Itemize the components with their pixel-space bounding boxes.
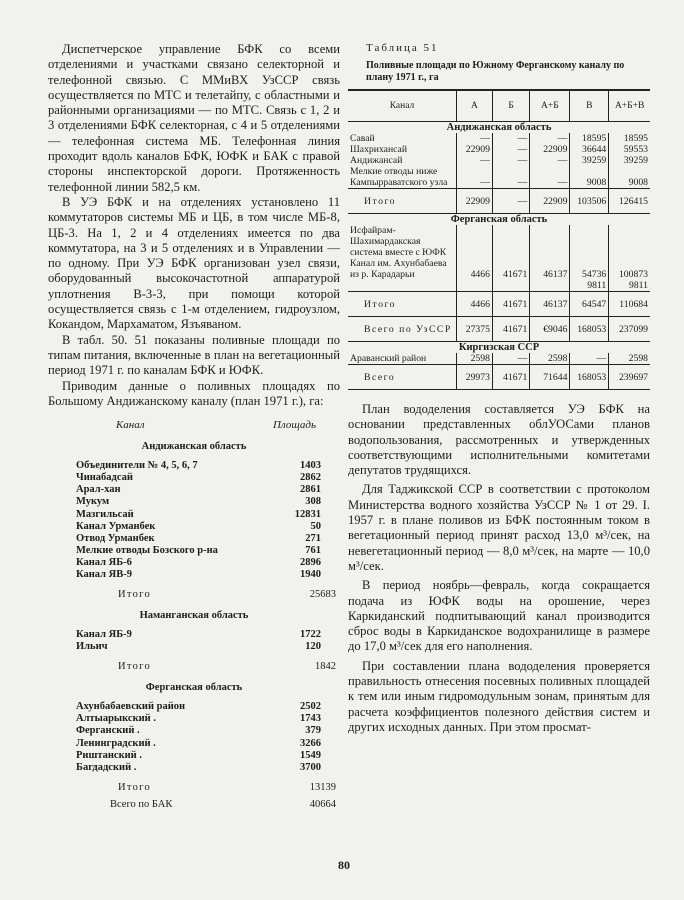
table-cell-value xyxy=(492,280,529,292)
bak-row-name: Ахунбабаевский район xyxy=(76,701,186,713)
table-cell-value: 41671 xyxy=(492,317,529,342)
bak-list-row xyxy=(48,725,340,737)
table-cell-name: Всего по УзССР xyxy=(348,317,456,342)
table-header-cell: Канал xyxy=(348,90,456,122)
table-region-row xyxy=(348,342,650,354)
bak-list-row xyxy=(48,762,340,774)
table-number: Таблица 51 xyxy=(366,42,439,54)
bak-section-total xyxy=(48,661,340,672)
table-cell-value: 22909 xyxy=(530,189,570,214)
bak-row-name: Мукум xyxy=(76,496,110,508)
table-cell-value: 239697 xyxy=(609,365,650,390)
table-cell-value: — xyxy=(530,133,570,144)
table-cell-name: Мелкие отводы ниже Кампырраватского узла xyxy=(348,166,456,189)
bak-row-value: 3700 xyxy=(300,761,321,773)
bak-region-heading: Наманганская область xyxy=(139,610,249,622)
table-cell-value: — xyxy=(570,353,609,365)
right-text xyxy=(348,402,650,735)
bak-row-value: 761 xyxy=(305,544,321,556)
table-cell-value: — xyxy=(456,166,492,189)
bak-row-value: 50 xyxy=(310,520,321,532)
bak-row-name: Канал ЯБ-6 xyxy=(76,556,132,568)
bak-total-value: 13139 xyxy=(309,781,336,793)
table-cell-value: 168053 xyxy=(570,317,609,342)
bak-section-total xyxy=(48,589,340,600)
table-cell-value: 46137 xyxy=(530,292,570,317)
paragraph-switchboards: В УЭ БФК и на отделениях установлено 11 коммутаторов системы МБ и ЦБ, в том числе МБ-8, ЦБ-3. На 1, 2 и 4 отделениях имеется по два коммутатора, на 3 и 5 отделениях и в Управлении — по одному. При УЭ БФК организован узел связи, оборудованный высокочастотной аппаратурой уплотнения В-3-3, при помощи которой осуществляется связь с 1-м отделением, гидроузлом, Кокандом, Мархаматом, Язъяваном. xyxy=(48,194,340,332)
table-cell-value: — xyxy=(456,133,492,144)
table-cell-value: 9008 xyxy=(609,166,650,189)
table-total-row xyxy=(348,292,650,317)
table-row xyxy=(348,280,650,292)
bak-row-value: 12831 xyxy=(294,508,321,520)
bak-list-header xyxy=(116,419,316,431)
paragraph-communications: Диспетчерское управление БФК со всеми отделениями и участками связано селекторной и телефонной связью. С ММиВХ УзССР связь осуществляется по МТС и телетайпу, с областными и районными организациями — по МТС. Связь с 1, 2 и 3 отделениями БФК селекторная, с 4 и 5 отделениями — телефонная система МБ. Телефонная линия проходит вдоль каналов БФК, ЮФК и БАК с правой стороны инспекторской дороги. Протяженность телефонной линии 582,5 км. xyxy=(48,42,340,194)
table-cell-value: — xyxy=(530,166,570,189)
bak-region-heading: Андижанская область xyxy=(141,441,247,453)
bak-row-name: Багдадский . xyxy=(76,761,137,773)
table-cell-value: 41671 xyxy=(492,292,529,317)
bak-row-value: 271 xyxy=(305,532,321,544)
bak-list-row xyxy=(48,509,340,521)
bak-row-name: Объединители № 4, 5, 6, 7 xyxy=(76,460,198,472)
table-cell-name: Исфайрам-Шахимардакская система вместе с ЮФК Канал им. Ахунбабаева из р. Карадарьи xyxy=(350,225,447,280)
right-paragraph: В период ноябрь—февраль, когда сокращается подача из ЮФК воды на орошение, через Каркиданский подпитывающий канал производится сброс воды в Каркиданское водохранилище в размере до 17,0 м³/сек для его наполнения. xyxy=(348,578,650,654)
table-row xyxy=(348,353,650,365)
table-cell-value: 64547 xyxy=(570,292,609,317)
paragraph-tables-intro: В табл. 50. 51 показаны поливные площади по типам питания, включенные в план на вегетационный период 1971 г. по каналам БФК и ЮФК. xyxy=(48,332,340,378)
bak-list-row xyxy=(48,460,340,472)
bak-row-value: 1549 xyxy=(300,749,321,761)
table-cell-value: 18595 xyxy=(570,133,609,144)
bak-row-name: Ильич xyxy=(76,641,108,653)
table-cell-value: 2598 xyxy=(456,353,492,365)
table-header-row xyxy=(348,90,650,122)
table-cell-name: Араванский район xyxy=(348,353,456,365)
table-cell-value: 100873 xyxy=(609,225,650,280)
table-cell-value: 39259 xyxy=(609,155,650,166)
bak-list-row xyxy=(48,569,340,581)
table-cell-value: 103506 xyxy=(570,189,609,214)
right-paragraph: При составлении плана вододеления проверяется правильность отнесения посевных поливных площадей к тем или иным гидромодульным зонам, принятым для расчета коэффициентов полезного действия систем и других исходных данных. При этом просмат- xyxy=(348,658,650,734)
irrigated-areas-table xyxy=(348,89,650,390)
bak-list-row xyxy=(48,521,340,533)
table-total-row xyxy=(348,189,650,214)
table-cell-value: 9811 xyxy=(570,280,609,292)
table-cell-value: 29973 xyxy=(456,365,492,390)
table-cell-value: — xyxy=(492,353,529,365)
bak-row-name: Ленинградский . xyxy=(76,737,156,749)
bak-row-value: 3266 xyxy=(300,737,321,749)
table-cell-value: 41671 xyxy=(492,225,529,280)
bak-list-row xyxy=(48,533,340,545)
table-header-cell: Б xyxy=(492,90,529,122)
table-cell-value: 46137 xyxy=(530,225,570,280)
table-grand-total-row xyxy=(348,365,650,390)
bak-list-row xyxy=(48,545,340,557)
table-cell-value: 36644 xyxy=(570,144,609,155)
bak-row-value: 379 xyxy=(305,725,321,737)
table-cell-value: — xyxy=(530,155,570,166)
bak-row-name: Ферганский . xyxy=(76,725,140,737)
table-cell-name: Всего xyxy=(348,365,456,390)
table-cell-value: — xyxy=(492,144,529,155)
bak-row-value: 308 xyxy=(305,496,321,508)
paragraph-bak-intro: Приводим данные о поливных площадях по Большому Андижанскому каналу (план 1971 г.), га: xyxy=(48,378,340,408)
bak-list-row xyxy=(48,484,340,496)
bak-grand-total-value: 40664 xyxy=(309,798,336,810)
table-cell-value: 168053 xyxy=(570,365,609,390)
table-cell-value: 126415 xyxy=(609,189,650,214)
table-subtotal-row xyxy=(348,317,650,342)
table-cell-value: 41671 xyxy=(492,365,529,390)
table-region-heading: Киргизская ССР xyxy=(458,342,540,353)
bak-row-value: 1743 xyxy=(300,713,321,725)
table-row xyxy=(348,166,650,189)
bak-row-value: 1722 xyxy=(300,629,321,641)
bak-grand-total-label: Всего по БАК xyxy=(110,798,173,810)
table-region-heading: Ферганская область xyxy=(450,214,548,225)
table-cell-value: 71644 xyxy=(530,365,570,390)
bak-row-value: 2896 xyxy=(300,556,321,568)
bak-list-row xyxy=(48,472,340,484)
bak-row-name: Отвод Урманбек xyxy=(76,532,155,544)
table-cell-value: 4466 xyxy=(456,292,492,317)
table-caption: Поливные площади по Южному Ферганскому каналу по плану 1971 г., га xyxy=(366,60,625,83)
table-cell-value: — xyxy=(492,155,529,166)
table-cell-value: 59553 xyxy=(609,144,650,155)
page-number: 80 xyxy=(338,858,350,872)
table-cell-name xyxy=(348,280,456,292)
table-cell-value: 54736 xyxy=(570,225,609,280)
table-cell-value: 22909 xyxy=(456,144,492,155)
table-cell-value: — xyxy=(456,155,492,166)
table-row xyxy=(348,144,650,155)
table-cell-value: 27375 xyxy=(456,317,492,342)
bak-total-value: 1842 xyxy=(315,661,336,673)
table-cell-value: 18595 xyxy=(609,133,650,144)
bak-row-value: 2862 xyxy=(300,472,321,484)
bak-section-total xyxy=(48,782,340,793)
bak-row-name: Алтыарыкский . xyxy=(76,713,156,725)
bak-total-label: Итого xyxy=(118,589,152,601)
bak-list-row xyxy=(48,641,340,653)
table-cell-value: 4466 xyxy=(456,225,492,280)
bak-row-name: Канал ЯВ-9 xyxy=(76,568,132,580)
table-cell-value: €9046 xyxy=(530,317,570,342)
right-column xyxy=(348,42,650,739)
bak-header-channel: Канал xyxy=(116,419,145,432)
bak-row-name: Чинабадсай xyxy=(76,472,133,484)
table-cell-value: 2598 xyxy=(530,353,570,365)
table-header-cell: А+Б+В xyxy=(609,90,650,122)
table-cell-value xyxy=(456,280,492,292)
bak-total-value: 25683 xyxy=(309,589,336,601)
bak-row-value: 1940 xyxy=(300,568,321,580)
bak-row-name: Мелкие отводы Бозского р-на xyxy=(76,544,218,556)
bak-list-row xyxy=(48,701,340,713)
table-cell-value: 39259 xyxy=(570,155,609,166)
table-cell-name: Шахрихансай xyxy=(350,144,408,155)
left-column xyxy=(48,42,340,811)
bak-row-name: Риштанский . xyxy=(76,749,142,761)
table-cell-value: 22909 xyxy=(456,189,492,214)
table-cell-value: 237099 xyxy=(609,317,650,342)
table-cell-value: 9008 xyxy=(570,166,609,189)
table-cell-name: Итого xyxy=(348,292,456,317)
table-cell-value: — xyxy=(492,189,529,214)
table-cell-value: — xyxy=(492,133,529,144)
bak-list-row xyxy=(48,557,340,569)
bak-area-list xyxy=(48,441,340,811)
table-cell-value: 22909 xyxy=(530,144,570,155)
bak-row-value: 1403 xyxy=(300,460,321,472)
bak-list-row xyxy=(48,629,340,641)
bak-list-row xyxy=(48,496,340,508)
table-cell-name: Андижансай xyxy=(350,155,403,166)
bak-row-name: Канал ЯБ-9 xyxy=(76,629,132,641)
bak-total-label: Итого xyxy=(118,661,152,673)
bak-header-area: Площадь xyxy=(272,419,316,432)
table-region-heading: Андижанская область xyxy=(446,122,552,133)
bak-list-row xyxy=(48,713,340,725)
bak-row-name: Канал Урманбек xyxy=(76,520,156,532)
right-paragraph: План вододеления составляется УЭ БФК на основании представленных облУОСами планов водопользования, рассмотренных и утвержденных соответствующими исполнительными комитетами депутатов трудящихся. xyxy=(348,402,650,478)
table-region-row xyxy=(348,122,650,134)
table-cell-value xyxy=(530,280,570,292)
table-header-cell: А+Б xyxy=(530,90,570,122)
table-header-cell: В xyxy=(570,90,609,122)
table-cell-value: — xyxy=(492,166,529,189)
table-cell-name: Итого xyxy=(348,189,456,214)
right-paragraph: Для Таджикской ССР в соответствии с протоколом Министерства водного хозяйства УзССР № 1 от 29. I. 1957 г. в плане поливов из БФК постоянным током в вегетационный период принят расход 13,0 м³/сек, на невегетационный период — 8,0 м³/сек, на марте — 10,0 м³/сек. xyxy=(348,482,650,573)
table-header-cell: А xyxy=(456,90,492,122)
table-region-row xyxy=(348,214,650,226)
bak-list-row xyxy=(48,750,340,762)
bak-row-value: 2502 xyxy=(300,701,321,713)
table-cell-value: 110684 xyxy=(609,292,650,317)
bak-list-row xyxy=(48,738,340,750)
table-cell-name: Савай xyxy=(350,133,375,144)
table-row xyxy=(348,225,650,280)
bak-region-heading: Ферганская область xyxy=(145,682,243,694)
bak-row-name: Арал-хан xyxy=(76,484,121,496)
table-cell-value: 9811 xyxy=(609,280,650,292)
table-row xyxy=(348,155,650,166)
table-cell-value: 2598 xyxy=(609,353,650,365)
table-row xyxy=(348,133,650,144)
bak-row-name: Мазгильсай xyxy=(76,508,134,520)
bak-total-label: Итого xyxy=(118,781,152,793)
bak-row-value: 120 xyxy=(305,641,321,653)
bak-grand-total xyxy=(48,799,340,811)
bak-row-value: 2861 xyxy=(300,484,321,496)
